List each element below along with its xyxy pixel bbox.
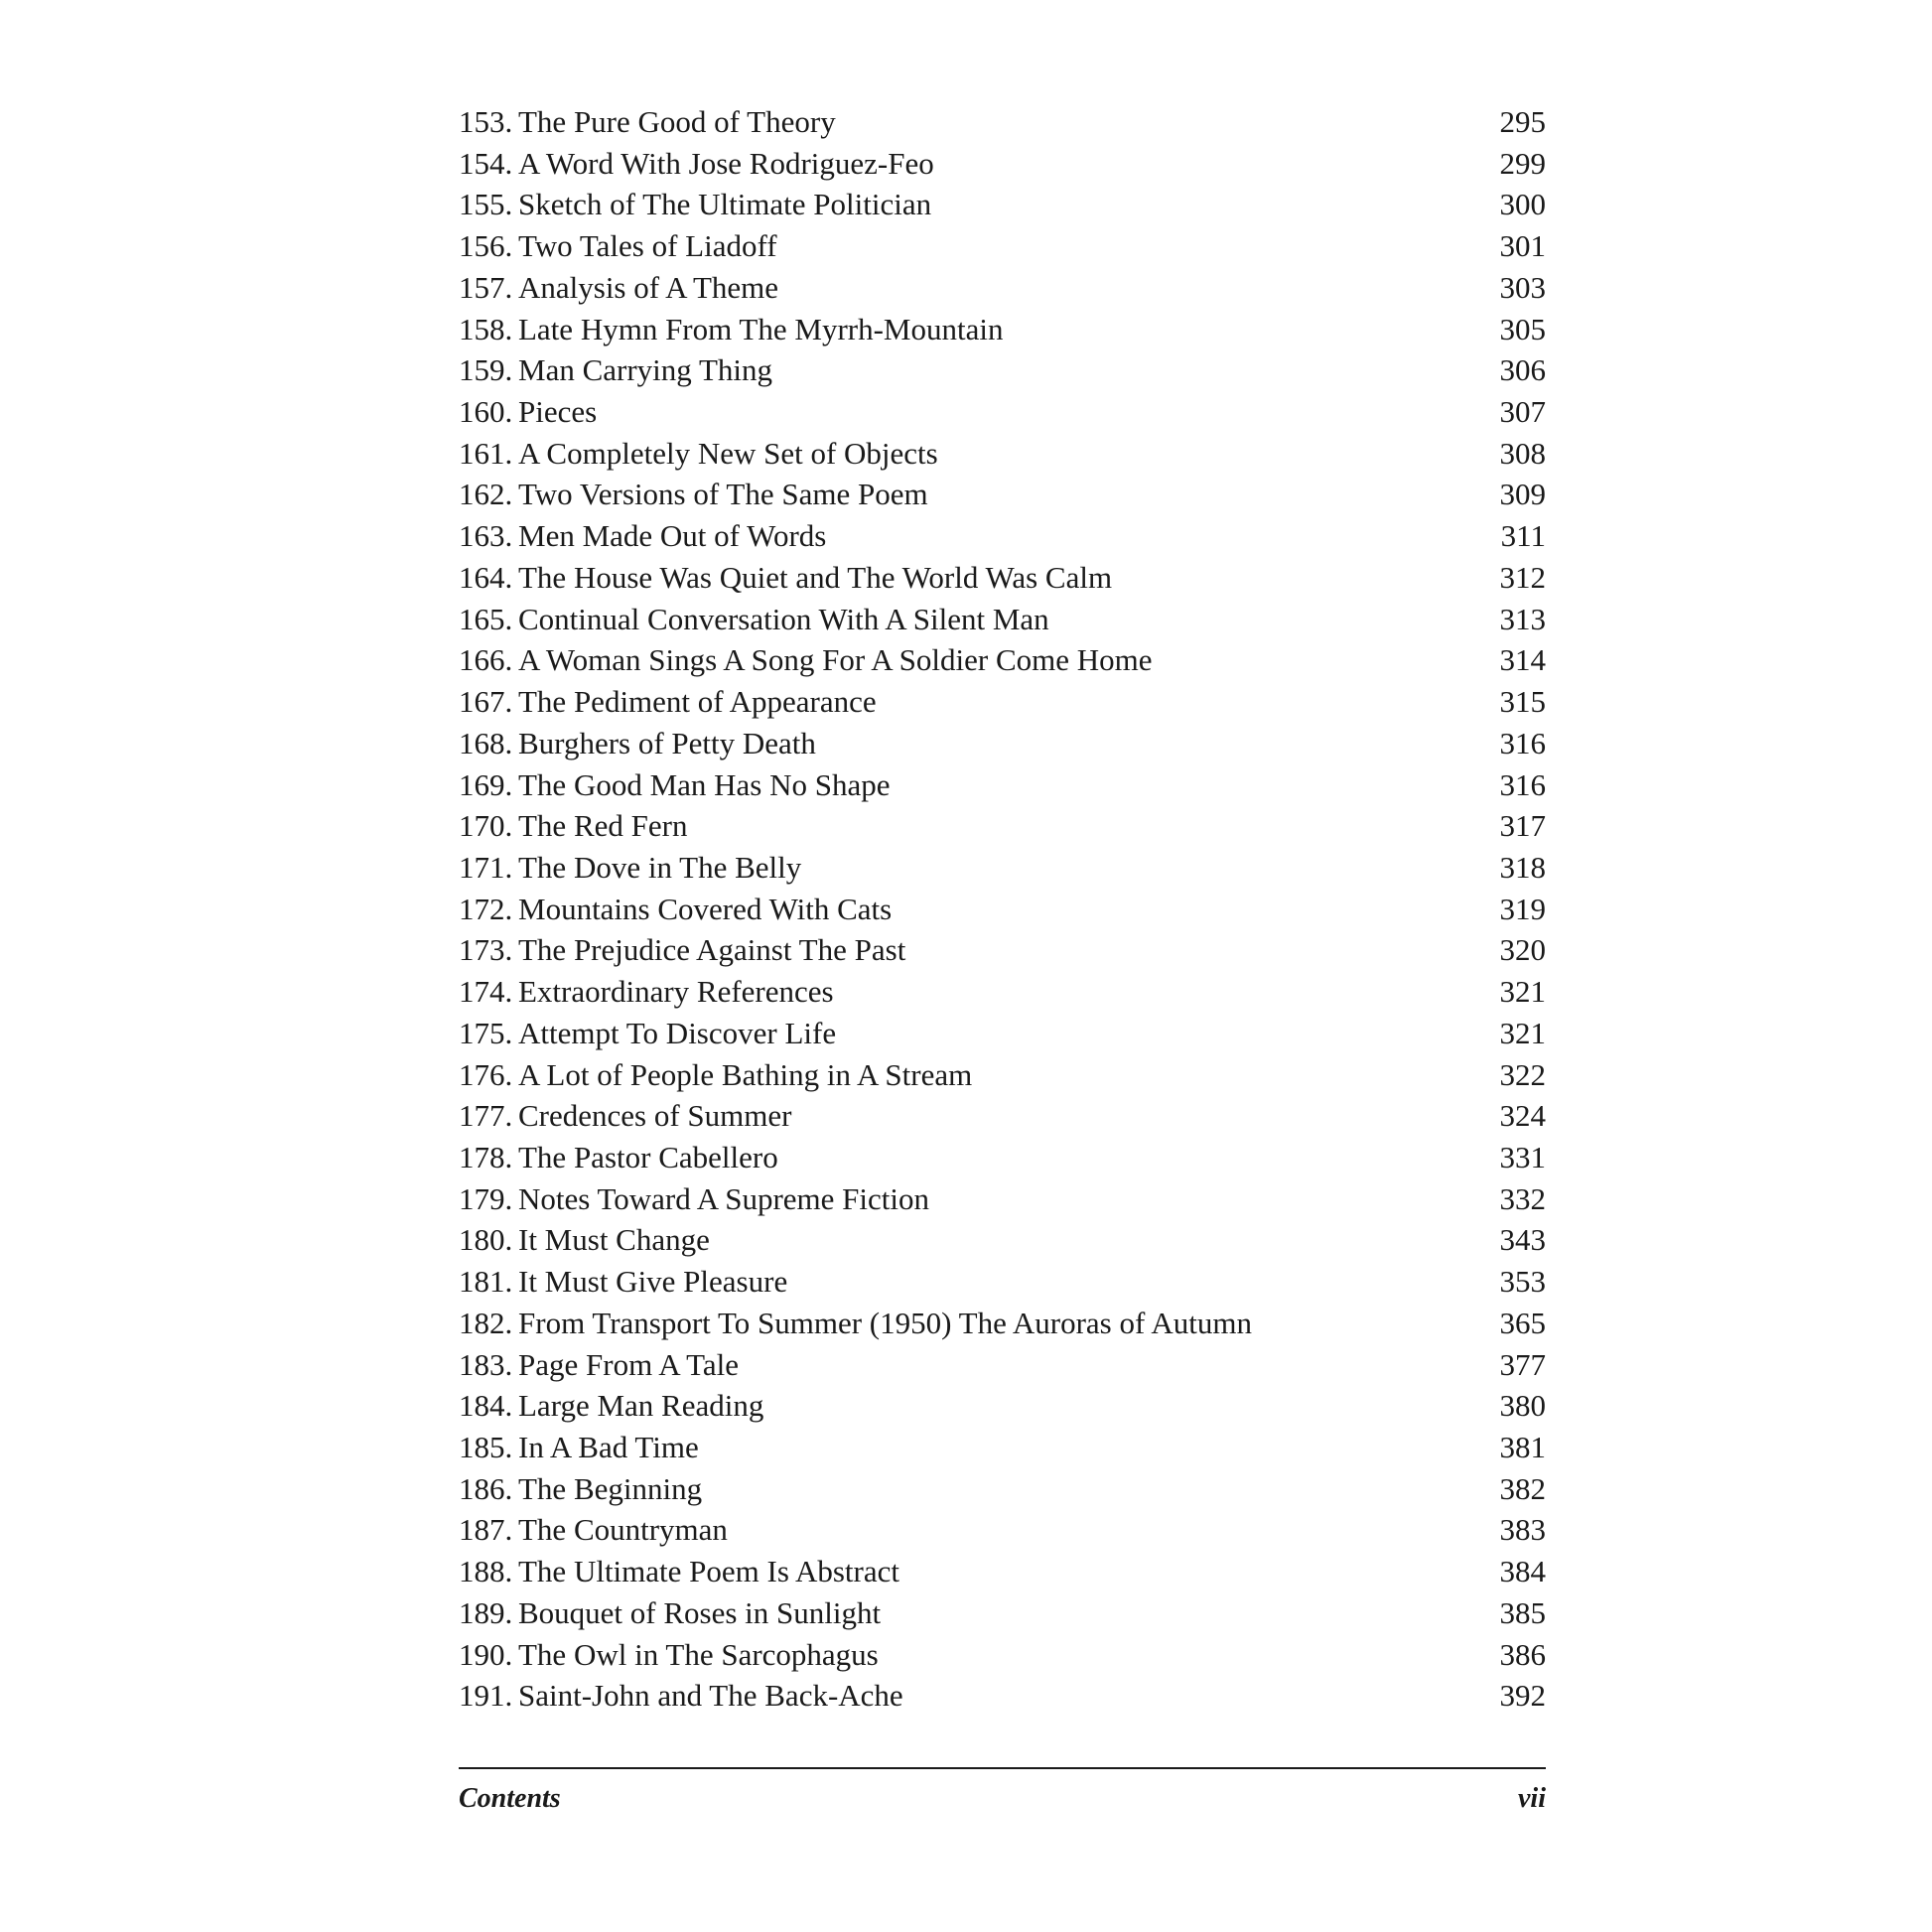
toc-entry-page: 382 [1499, 1470, 1546, 1506]
toc-entry-number: 167. [459, 684, 513, 720]
toc-entry-number: 165. [459, 601, 513, 636]
toc-entry [459, 723, 1546, 764]
toc-entry-number: 171. [459, 849, 513, 885]
toc-entry-title: The Countryman [518, 1512, 728, 1548]
toc-entry-page: 353 [1499, 1264, 1546, 1300]
toc-entry-number: 172. [459, 891, 513, 926]
table-of-contents [459, 101, 1546, 1717]
toc-entry-number: 166. [459, 642, 513, 678]
toc-entry-page: 332 [1499, 1180, 1546, 1216]
toc-entry [459, 1427, 1546, 1468]
toc-entry-page: 301 [1499, 228, 1546, 264]
toc-entry-number: 170. [459, 808, 513, 844]
toc-entry [459, 1013, 1546, 1054]
toc-entry-page: 316 [1499, 766, 1546, 802]
toc-entry-page: 306 [1499, 352, 1546, 388]
toc-entry-page: 384 [1499, 1554, 1546, 1589]
toc-entry-page: 385 [1499, 1594, 1546, 1630]
toc-entry-number: 168. [459, 725, 513, 760]
footer-page-number: vii [1518, 1783, 1546, 1814]
toc-entry-number: 169. [459, 766, 513, 802]
toc-entry-number: 159. [459, 352, 513, 388]
toc-entry [459, 639, 1546, 681]
toc-entry-title: In A Bad Time [518, 1430, 699, 1464]
toc-entry-title: Men Made Out of Words [518, 518, 827, 554]
toc-entry [459, 599, 1546, 640]
toc-entry-page: 318 [1499, 849, 1546, 885]
toc-entry [459, 805, 1546, 847]
toc-entry-number: 182. [459, 1305, 513, 1340]
toc-entry [459, 1054, 1546, 1096]
toc-entry-title: The Owl in The Sarcophagus [518, 1636, 879, 1672]
toc-entry [459, 1385, 1546, 1427]
toc-entry [459, 1551, 1546, 1592]
toc-entry [459, 557, 1546, 599]
toc-entry-title: Bouquet of Roses in Sunlight [518, 1594, 882, 1630]
toc-entry [459, 681, 1546, 723]
toc-entry-page: 314 [1499, 642, 1546, 678]
toc-entry-title: It Must Give Pleasure [518, 1264, 788, 1300]
toc-entry-number: 184. [459, 1388, 513, 1424]
toc-entry-number: 174. [459, 974, 513, 1010]
toc-entry [459, 929, 1546, 971]
toc-entry-page: 308 [1499, 435, 1546, 471]
toc-entry [459, 101, 1546, 143]
toc-entry-page: 320 [1499, 932, 1546, 968]
toc-entry-title: Continual Conversation With A Silent Man [518, 601, 1049, 636]
toc-entry-page: 383 [1499, 1512, 1546, 1548]
toc-entry-page: 321 [1499, 974, 1546, 1010]
toc-entry-number: 157. [459, 269, 513, 305]
toc-entry-title: Credences of Summer [518, 1098, 792, 1134]
toc-entry-page: 331 [1499, 1139, 1546, 1174]
toc-entry-title: Mountains Covered With Cats [518, 891, 893, 926]
toc-entry-title: Two Versions of The Same Poem [518, 477, 928, 512]
toc-entry [459, 391, 1546, 433]
toc-entry-page: 311 [1500, 518, 1546, 554]
toc-entry [459, 1178, 1546, 1220]
toc-entry-title: A Woman Sings A Song For A Soldier Come Home [518, 642, 1153, 678]
toc-entry-number: 153. [459, 104, 513, 139]
toc-entry-title: Sketch of The Ultimate Politician [518, 187, 932, 222]
toc-entry-title: Two Tales of Liadoff [518, 228, 777, 264]
toc-entry-title: The Pediment of Appearance [518, 684, 877, 720]
toc-entry-number: 191. [459, 1678, 513, 1714]
toc-entry-number: 156. [459, 228, 513, 264]
toc-entry [459, 1303, 1546, 1344]
toc-entry-page: 299 [1499, 145, 1546, 181]
toc-entry-title: The Red Fern [518, 808, 688, 844]
toc-entry-number: 177. [459, 1098, 513, 1134]
toc-entry-number: 158. [459, 311, 513, 346]
toc-entry-page: 381 [1499, 1430, 1546, 1464]
toc-entry-title: Attempt To Discover Life [518, 1015, 837, 1050]
toc-entry [459, 1468, 1546, 1510]
toc-entry-page: 313 [1499, 601, 1546, 636]
toc-entry [459, 1592, 1546, 1634]
toc-entry-page: 300 [1499, 187, 1546, 222]
toc-entry-title: From Transport To Summer (1950) The Auroras of Autumn [518, 1305, 1252, 1340]
toc-entry-page: 303 [1499, 269, 1546, 305]
toc-entry-title: Page From A Tale [518, 1346, 739, 1382]
toc-entry [459, 1219, 1546, 1261]
toc-entry-number: 186. [459, 1470, 513, 1506]
page-footer [459, 1783, 1546, 1815]
toc-entry-number: 161. [459, 435, 513, 471]
toc-entry-number: 164. [459, 559, 513, 595]
toc-entry-title: Burghers of Petty Death [518, 725, 816, 760]
toc-entry [459, 971, 1546, 1013]
toc-entry-title: Extraordinary References [518, 974, 834, 1010]
toc-entry-number: 178. [459, 1139, 513, 1174]
toc-entry-title: The Good Man Has No Shape [518, 766, 891, 802]
toc-entry-number: 180. [459, 1222, 513, 1258]
toc-entry-title: The Dove in The Belly [518, 849, 802, 885]
toc-entry [459, 267, 1546, 309]
toc-entry-title: A Completely New Set of Objects [518, 435, 938, 471]
toc-entry-page: 309 [1499, 477, 1546, 512]
toc-entry [459, 1137, 1546, 1178]
toc-entry-page: 322 [1499, 1056, 1546, 1092]
toc-entry-number: 155. [459, 187, 513, 222]
toc-entry [459, 847, 1546, 889]
toc-entry-title: Notes Toward A Supreme Fiction [518, 1180, 930, 1216]
toc-entry-title: Large Man Reading [518, 1388, 764, 1424]
toc-entry-page: 316 [1499, 725, 1546, 760]
toc-entry-number: 160. [459, 394, 513, 430]
toc-entry-number: 173. [459, 932, 513, 968]
toc-entry-number: 175. [459, 1015, 513, 1050]
toc-entry [459, 764, 1546, 806]
toc-entry-page: 317 [1499, 808, 1546, 844]
toc-entry-number: 187. [459, 1512, 513, 1548]
toc-entry [459, 184, 1546, 225]
toc-entry-title: The Beginning [518, 1470, 703, 1506]
toc-entry-page: 392 [1499, 1678, 1546, 1714]
toc-entry-title: It Must Change [518, 1222, 710, 1258]
toc-entry-page: 343 [1499, 1222, 1546, 1258]
toc-entry-number: 188. [459, 1554, 513, 1589]
toc-entry [459, 1675, 1546, 1717]
toc-entry-page: 307 [1499, 394, 1546, 430]
toc-entry-title: Man Carrying Thing [518, 352, 773, 388]
toc-entry-title: Analysis of A Theme [518, 269, 779, 305]
toc-entry-title: Late Hymn From The Myrrh-Mountain [518, 311, 1004, 346]
toc-entry-title: The Pastor Cabellero [518, 1139, 778, 1174]
toc-entry-page: 377 [1499, 1346, 1546, 1382]
toc-entry [459, 225, 1546, 267]
toc-entry-page: 319 [1499, 891, 1546, 926]
toc-entry-number: 190. [459, 1636, 513, 1672]
toc-entry-page: 305 [1499, 311, 1546, 346]
toc-entry-title: A Word With Jose Rodriguez-Feo [518, 145, 934, 181]
toc-entry-number: 185. [459, 1430, 513, 1464]
toc-entry-title: Pieces [518, 394, 598, 430]
toc-entry [459, 309, 1546, 350]
footer-section-title: Contents [459, 1783, 561, 1814]
toc-entry [459, 1095, 1546, 1137]
toc-entry [459, 1344, 1546, 1386]
toc-entry-page: 386 [1499, 1636, 1546, 1672]
toc-entry-number: 163. [459, 518, 513, 554]
toc-entry [459, 349, 1546, 391]
toc-entry-number: 176. [459, 1056, 513, 1092]
footer-rule [459, 1767, 1546, 1769]
toc-entry-title: The Pure Good of Theory [518, 104, 836, 139]
toc-entry-number: 181. [459, 1264, 513, 1300]
toc-entry [459, 889, 1546, 930]
toc-entry-title: Saint-John and The Back-Ache [518, 1678, 903, 1714]
toc-entry-page: 365 [1499, 1305, 1546, 1340]
toc-entry [459, 1261, 1546, 1303]
toc-entry-title: The House Was Quiet and The World Was Calm [518, 559, 1113, 595]
toc-entry [459, 433, 1546, 475]
toc-entry [459, 1509, 1546, 1551]
toc-entry-page: 324 [1499, 1098, 1546, 1134]
toc-entry-page: 312 [1499, 559, 1546, 595]
toc-entry-page: 295 [1499, 104, 1546, 139]
toc-entry [459, 515, 1546, 557]
toc-entry-number: 162. [459, 477, 513, 512]
toc-entry [459, 143, 1546, 185]
toc-entry-page: 380 [1499, 1388, 1546, 1424]
toc-entry-number: 183. [459, 1346, 513, 1382]
toc-entry-page: 315 [1499, 684, 1546, 720]
toc-entry-title: The Prejudice Against The Past [518, 932, 906, 968]
toc-entry-number: 189. [459, 1594, 513, 1630]
toc-entry-number: 179. [459, 1180, 513, 1216]
toc-entry-number: 154. [459, 145, 513, 181]
toc-entry [459, 1634, 1546, 1676]
toc-entry [459, 474, 1546, 515]
toc-entry-title: A Lot of People Bathing in A Stream [518, 1056, 973, 1092]
toc-entry-title: The Ultimate Poem Is Abstract [518, 1554, 899, 1589]
toc-entry-page: 321 [1499, 1015, 1546, 1050]
